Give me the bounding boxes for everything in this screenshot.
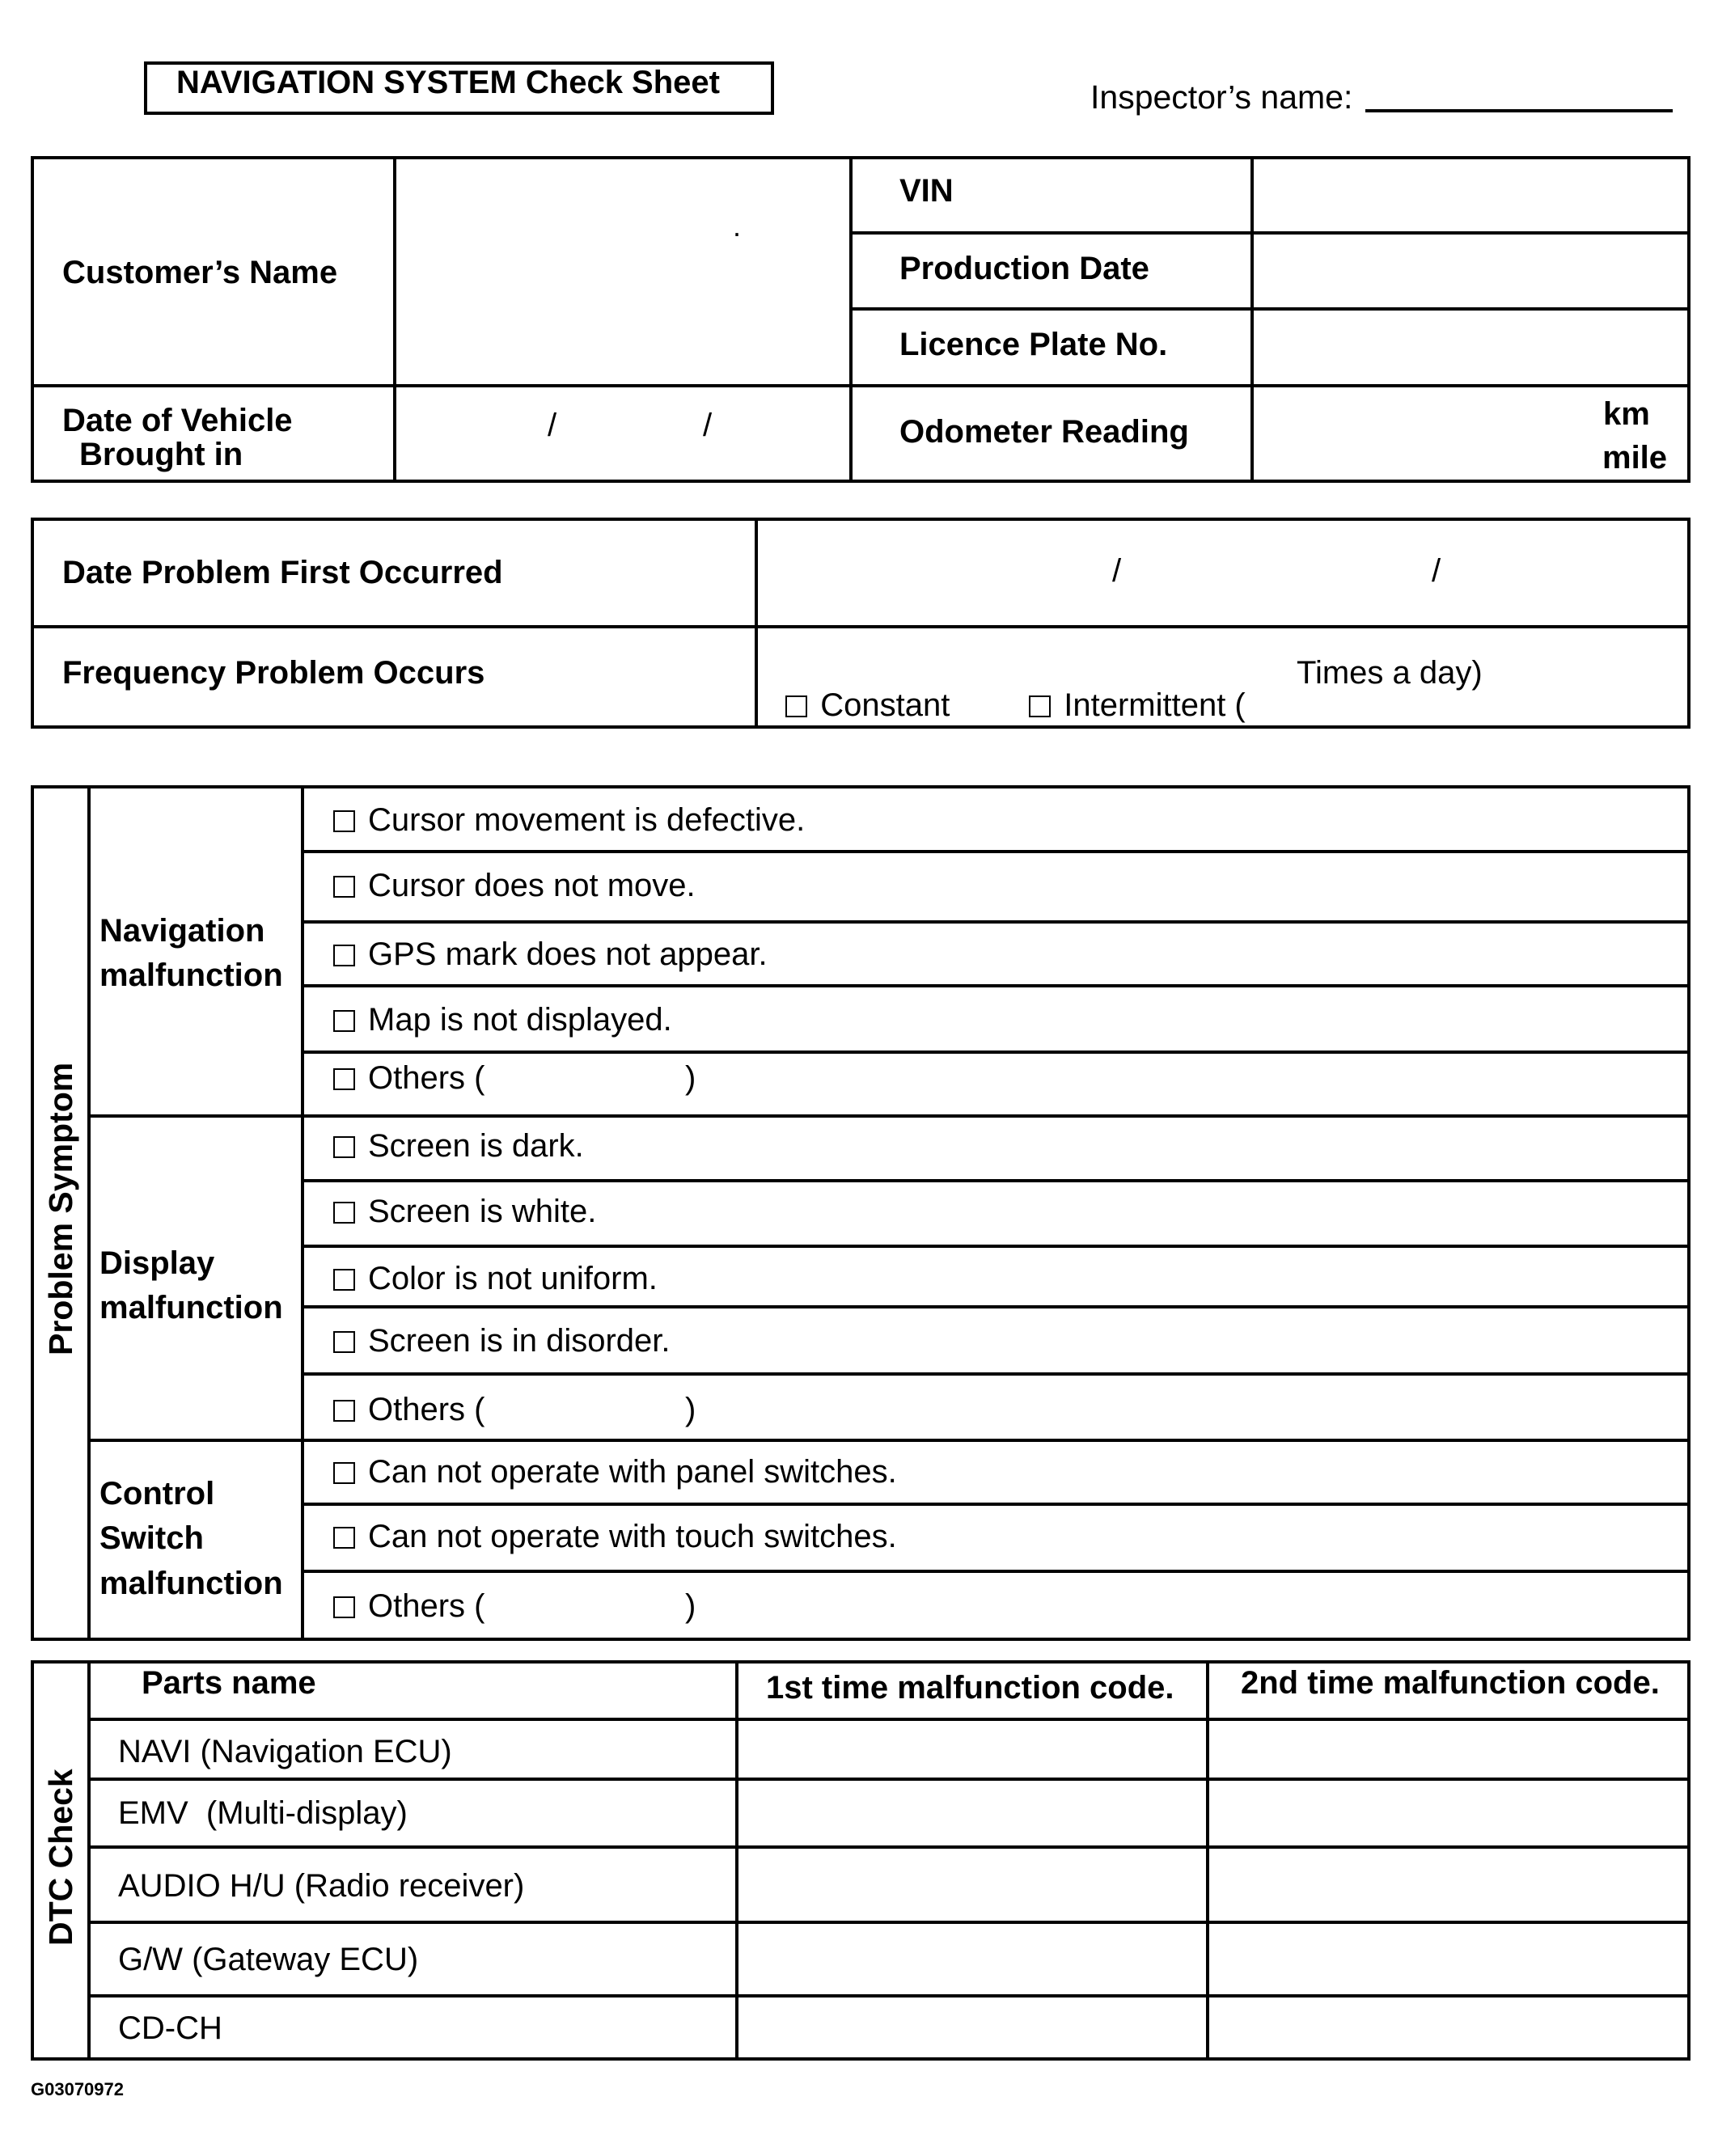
- first-occurred-field[interactable]: [758, 521, 1687, 625]
- dtc-part-name: NAVI (Navigation ECU): [118, 1734, 452, 1769]
- date-separator: /: [1432, 553, 1441, 589]
- customer-name-label: Customer’s Name: [62, 255, 338, 290]
- checkbox-intermittent[interactable]: [1029, 695, 1051, 717]
- symptom-item[interactable]: [333, 1456, 897, 1488]
- option-intermittent[interactable]: [1011, 657, 1246, 721]
- others-close: ): [685, 1588, 696, 1624]
- dtc-part-name: CD-CH: [118, 2010, 222, 2046]
- option-constant[interactable]: [768, 657, 950, 721]
- production-date-field[interactable]: [1254, 235, 1687, 307]
- unit-km: km: [1603, 396, 1650, 432]
- option-constant-label: Constant: [820, 687, 950, 723]
- checkbox-constant[interactable]: [785, 695, 807, 717]
- frequency-label: Frequency Problem Occurs: [62, 655, 485, 691]
- symptom-item-label: Map is not displayed.: [368, 1002, 672, 1038]
- symptom-item-label: Others (: [368, 1588, 485, 1624]
- symptom-item[interactable]: [333, 1004, 672, 1036]
- symptom-item-label: Cursor movement is defective.: [368, 802, 806, 838]
- symptom-item-label: Screen is white.: [368, 1194, 597, 1229]
- customer-name-field[interactable]: [396, 159, 849, 384]
- group-label-navigation: malfunction: [99, 958, 283, 993]
- unit-mile: mile: [1602, 440, 1668, 476]
- production-date-label: Production Date: [899, 251, 1149, 286]
- symptom-item[interactable]: [333, 1130, 584, 1162]
- symptom-item-label: Screen is dark.: [368, 1128, 584, 1164]
- checkbox[interactable]: [333, 1462, 355, 1484]
- checkbox[interactable]: [333, 876, 355, 898]
- symptom-item[interactable]: [333, 869, 696, 902]
- checkbox[interactable]: [333, 945, 355, 966]
- dtc-part-name: EMV (Multi-display): [118, 1795, 408, 1831]
- customer-name-mark: .: [733, 209, 742, 243]
- symptom-item[interactable]: [333, 1325, 671, 1357]
- group-label-control-switch: malfunction: [99, 1566, 283, 1601]
- checkbox[interactable]: [333, 1331, 355, 1353]
- symptom-item[interactable]: [333, 938, 768, 970]
- date-separator: /: [548, 408, 557, 443]
- symptom-item[interactable]: [333, 1520, 897, 1553]
- odometer-label: Odometer Reading: [899, 414, 1189, 450]
- dtc-code-cell[interactable]: [738, 1924, 1206, 1994]
- checkbox[interactable]: [333, 1269, 355, 1291]
- others-close: ): [685, 1392, 696, 1427]
- symptom-item-label: Others (: [368, 1060, 485, 1096]
- dtc-code-cell[interactable]: [1209, 1781, 1687, 1845]
- group-label-navigation: Navigation: [99, 913, 265, 949]
- dtc-part-name: AUDIO H/U (Radio receiver): [118, 1868, 525, 1904]
- group-label-control-switch: Control: [99, 1476, 215, 1511]
- symptom-item[interactable]: [333, 804, 805, 836]
- column-header-2nd-code: 2nd time malfunction code.: [1241, 1665, 1660, 1701]
- times-a-day-label: Times a day): [1297, 655, 1483, 691]
- symptom-item-label: Can not operate with touch switches.: [368, 1519, 897, 1554]
- problem-symptom-section-label: Problem Symptom: [42, 1062, 79, 1355]
- symptom-item-others[interactable]: [333, 1590, 485, 1622]
- checkbox[interactable]: [333, 1527, 355, 1549]
- symptom-item[interactable]: [333, 1262, 658, 1295]
- symptom-item[interactable]: [333, 1195, 596, 1228]
- checkbox[interactable]: [333, 810, 355, 832]
- group-label-display: malfunction: [99, 1290, 283, 1325]
- dtc-part-name: G/W (Gateway ECU): [118, 1942, 419, 1977]
- column-header-parts-name: Parts name: [142, 1665, 316, 1701]
- inspector-name-label: Inspector’s name:: [1090, 78, 1353, 116]
- page-title: NAVIGATION SYSTEM Check Sheet: [176, 65, 720, 100]
- date-brought-in-label-line2: Brought in: [79, 437, 243, 472]
- dtc-code-cell[interactable]: [1209, 1924, 1687, 1994]
- date-brought-in-label-line1: Date of Vehicle: [62, 403, 293, 438]
- figure-id: G03070972: [31, 2079, 124, 2099]
- licence-plate-label: Licence Plate No.: [899, 327, 1168, 362]
- dtc-code-cell[interactable]: [738, 1997, 1206, 2057]
- dtc-code-cell[interactable]: [1209, 1721, 1687, 1778]
- dtc-check-section-label: DTC Check: [42, 1769, 79, 1946]
- symptom-item-label: Color is not uniform.: [368, 1261, 658, 1296]
- date-brought-in-field[interactable]: [396, 387, 849, 480]
- first-occurred-label: Date Problem First Occurred: [62, 555, 503, 590]
- symptom-item-label: Others (: [368, 1392, 485, 1427]
- dtc-code-cell[interactable]: [738, 1721, 1206, 1778]
- group-label-control-switch: Switch: [99, 1520, 204, 1556]
- symptom-item-label: Can not operate with panel switches.: [368, 1454, 897, 1490]
- dtc-code-cell[interactable]: [738, 1781, 1206, 1845]
- vin-label: VIN: [899, 173, 954, 209]
- checkbox[interactable]: [333, 1010, 355, 1032]
- vin-field[interactable]: [1254, 159, 1687, 231]
- symptom-item-others[interactable]: [333, 1393, 485, 1426]
- date-separator: /: [703, 408, 713, 443]
- checkbox[interactable]: [333, 1136, 355, 1158]
- checkbox[interactable]: [333, 1596, 355, 1618]
- symptom-item-label: Cursor does not move.: [368, 868, 696, 903]
- inspector-name-field[interactable]: [1365, 109, 1673, 112]
- licence-plate-field[interactable]: [1254, 311, 1687, 384]
- group-label-display: Display: [99, 1245, 215, 1281]
- dtc-code-cell[interactable]: [1209, 1849, 1687, 1921]
- option-intermittent-label: Intermittent (: [1064, 687, 1246, 723]
- dtc-code-cell[interactable]: [1209, 1997, 1687, 2057]
- others-close: ): [685, 1060, 696, 1096]
- checkbox[interactable]: [333, 1202, 355, 1224]
- checkbox[interactable]: [333, 1400, 355, 1422]
- symptom-item-others[interactable]: [333, 1062, 485, 1094]
- checkbox[interactable]: [333, 1068, 355, 1090]
- column-header-1st-code: 1st time malfunction code.: [766, 1670, 1174, 1706]
- symptom-item-label: Screen is in disorder.: [368, 1323, 671, 1359]
- date-separator: /: [1112, 553, 1122, 589]
- symptom-item-label: GPS mark does not appear.: [368, 936, 768, 972]
- dtc-code-cell[interactable]: [738, 1849, 1206, 1921]
